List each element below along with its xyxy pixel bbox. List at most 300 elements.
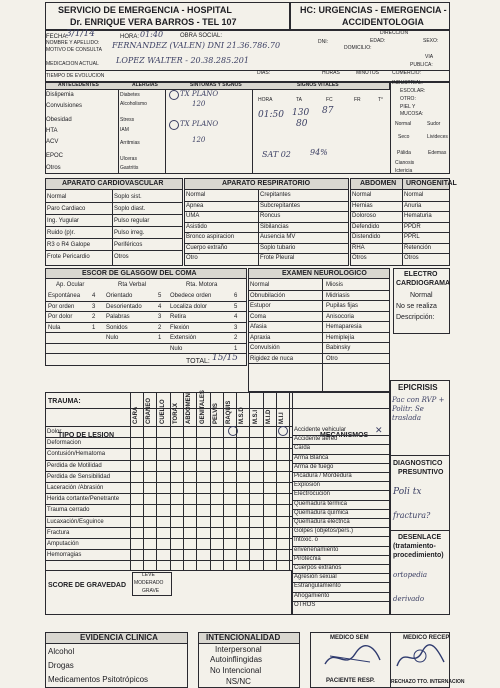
- neuro-title: EXAMEN NEUROLOGICO: [282, 270, 367, 277]
- row-divider: [45, 560, 292, 561]
- lesion-item: Laceración /Abrasión: [47, 485, 104, 491]
- paciente-resp-label: PACIENTE RESP.: [326, 678, 375, 684]
- row-divider: [184, 243, 349, 244]
- desenlace-title-3: procedimiento): [393, 552, 444, 559]
- region-divider: [143, 392, 144, 570]
- neuro-item: Hemaparesia: [326, 324, 362, 330]
- antecedente-item: HTA: [46, 128, 58, 134]
- abdomen-item: RHA: [352, 244, 365, 251]
- row-divider: [292, 518, 390, 519]
- region-divider: [236, 392, 237, 570]
- mecanismo-item: Explosión: [294, 482, 321, 489]
- glasgow-motora: Obedece orden: [170, 293, 212, 299]
- row-divider: [184, 232, 349, 233]
- handwritten-symptom: 120: [192, 136, 206, 144]
- cardio-item: Soplo diast.: [114, 206, 146, 212]
- antecedente-item: Stress: [120, 117, 135, 123]
- cardio-item: Periféricos: [114, 242, 143, 248]
- hora-label: HORA:: [120, 34, 140, 40]
- piel-normal: Normal: [395, 121, 412, 127]
- mecanismo-item: Quemadura química: [294, 509, 349, 516]
- row-divider: [248, 332, 390, 333]
- symptom-circle: [169, 120, 179, 130]
- region-divider: [170, 392, 171, 570]
- resp-item: Subcrepitantes: [260, 202, 301, 209]
- neuro-item: Hemiplejía: [326, 334, 355, 341]
- medicacion-label: MEDICACION ACTUAL: [46, 61, 99, 67]
- trauma-region-header: M.S.D: [239, 407, 246, 424]
- piel-edemas: Edemas: [428, 150, 447, 156]
- desenlace-2: derivado: [393, 595, 425, 603]
- alergias-header: ALERGIAS: [132, 82, 158, 88]
- mecanismo-item: Quemadura térmica: [294, 500, 348, 507]
- row-divider: [292, 582, 390, 583]
- urogenital-item: PPRL: [404, 234, 420, 240]
- abdomen-item: Defendido: [352, 223, 380, 230]
- intencionalidad-item: No Intencional: [210, 666, 262, 675]
- glasgow-verbal: Nulo: [106, 335, 119, 341]
- antecedente-item: Arritmias: [120, 140, 140, 146]
- piel-lividez: Livideces: [427, 134, 448, 140]
- row-divider: [248, 342, 390, 343]
- antecedente-item: ACV: [46, 139, 59, 145]
- row-divider: [45, 493, 292, 494]
- row-divider: [292, 592, 390, 593]
- diagnostico-2: fractura?: [393, 511, 431, 520]
- trauma-region-header: CRANEO: [146, 397, 153, 424]
- region-divider: [210, 392, 211, 570]
- obra-social-label: OBRA SOCIAL:: [180, 33, 223, 39]
- resp-item: Crepitantes: [260, 192, 291, 198]
- ecg-descripcion: Descripción:: [396, 314, 435, 321]
- vitals-fc: 87: [322, 106, 334, 116]
- trauma-region-header: PELVIS: [212, 403, 219, 424]
- resp-item: Soplo tubario: [260, 244, 296, 251]
- resp-title: APARATO RESPIRATORIO: [222, 180, 311, 187]
- row-divider: [248, 290, 390, 291]
- resp-item: Cuerpo extraño: [186, 244, 228, 251]
- antecedentes-header: ANTECEDENTES: [58, 82, 99, 88]
- glasgow-title: ESCOR DE GLASGOW DEL COMA: [82, 270, 197, 277]
- mecanismo-item: envenenamiento: [294, 546, 339, 553]
- glasgow-verbal: Palabras: [106, 314, 130, 320]
- row-divider: [292, 472, 390, 473]
- lesion-item: Dolor: [47, 429, 62, 435]
- hc-subtitle: ACCIDENTOLOGIA: [342, 17, 424, 27]
- abdomen-item: Doloroso: [352, 213, 377, 219]
- mecanismo-item: Golpes (objetos/pers.): [294, 528, 354, 535]
- piel-palida: Pálida: [397, 150, 411, 156]
- evidencia-item: Medicamentos Psitotrópicos: [48, 675, 149, 684]
- resp-item: Sibilancias: [260, 223, 289, 230]
- signature-sem: [320, 642, 385, 672]
- row-divider: [45, 527, 292, 528]
- lesion-item: Lucaxación/Esguince: [47, 518, 104, 525]
- glasgow-head: Rta. Motora: [186, 282, 218, 288]
- score-title: SCORE DE GRAVEDAD: [48, 582, 127, 589]
- dni-label: DNI:: [318, 39, 328, 45]
- row-divider: [292, 555, 390, 556]
- lesion-item: Perdida de Sensibilidad: [47, 473, 111, 480]
- vitals-col: TA: [296, 97, 303, 103]
- desenlace-1: ortopedia: [393, 571, 428, 579]
- cardio-item: Otros: [114, 254, 129, 260]
- row-divider: [45, 311, 247, 312]
- urogenital-item: PPDR: [404, 223, 421, 230]
- row-divider: [292, 490, 390, 491]
- region-divider: [156, 392, 157, 570]
- row-divider: [292, 527, 390, 528]
- row-divider: [350, 232, 450, 233]
- publica-label: PUBLICA:: [410, 62, 433, 68]
- glasgow-motora: Retira: [170, 314, 187, 320]
- cardio-item: Ing. Yugular: [47, 218, 79, 224]
- abdomen-item: Hernias: [352, 202, 373, 209]
- mecanismo-item: Electrocución: [294, 491, 331, 498]
- tipo-lesion-title: TIPO DE LESION: [58, 432, 115, 439]
- vitals-col: FC: [326, 97, 333, 103]
- row-divider: [350, 211, 450, 212]
- antecedente-item: IAM: [120, 127, 129, 133]
- glasgow-score: 4: [234, 314, 238, 320]
- glasgow-motora: Flexión: [170, 324, 190, 331]
- dias-label: DIAS:: [257, 70, 271, 76]
- urogenital-item: Hematuria: [404, 213, 432, 219]
- resp-item: Bronco aspiracion: [186, 234, 235, 240]
- row-divider: [45, 516, 292, 517]
- region-divider: [289, 392, 290, 570]
- vitals-ta: 130: [292, 108, 310, 118]
- row-divider: [292, 536, 390, 537]
- row-divider: [45, 343, 247, 344]
- antecedente-item: Dislipemia: [46, 92, 74, 98]
- neuro-item: Miosis: [326, 282, 344, 288]
- row-divider: [45, 504, 292, 505]
- fecha-value: 3/1/14: [66, 29, 95, 39]
- row-divider: [292, 601, 390, 602]
- trauma-title: TRAUMA:: [48, 398, 81, 405]
- row-divider: [248, 353, 390, 354]
- glasgow-score: 5: [234, 303, 238, 310]
- neuro-item: Rigidez de nuca: [250, 355, 294, 362]
- row-divider: [248, 363, 390, 364]
- medico-sem-label: MEDICO SEM: [330, 635, 369, 641]
- abdomen-item: Otros: [352, 255, 367, 261]
- mecanismo-item: Accidente aéreo: [294, 436, 338, 443]
- abdomen-item: Normal: [352, 192, 372, 198]
- antecedente-item: Ulceras: [120, 156, 137, 162]
- desenlace-title-2: (tratamiento-: [393, 543, 436, 550]
- glasgow-verbal: Orientado: [106, 293, 133, 299]
- lesion-item: Contusión/Hematoma: [47, 451, 106, 458]
- sintomas-header: SINTOMAS Y SIGNOS: [190, 82, 242, 88]
- row-divider: [45, 202, 183, 203]
- antecedente-item: Alcoholismo: [120, 101, 147, 107]
- ecg-normal: Normal: [410, 292, 433, 299]
- intencionalidad-item: Autoinflingidas: [210, 655, 263, 664]
- cardio-item: Normal: [47, 194, 67, 200]
- neuro-item: Pupilas fijas: [326, 303, 359, 309]
- row-divider: [184, 222, 349, 223]
- row-divider: [292, 500, 390, 501]
- cardio-title: APARATO CARDIOVASCULAR: [62, 180, 164, 187]
- abdomen-title: ABDOMEN: [360, 180, 397, 187]
- row-divider: [350, 201, 450, 202]
- row-divider: [350, 243, 450, 244]
- trauma-region-header: M.S.I: [252, 409, 259, 424]
- resp-item: Roncus: [260, 213, 281, 219]
- cardio-item: Paro Cardiaco: [47, 206, 86, 212]
- mecanismo-item: Agresión sexual: [294, 574, 337, 581]
- row-divider: [45, 471, 292, 472]
- rechazo-label: RECHAZO TTO. INTERNACION: [391, 679, 465, 685]
- neuro-item: Estupor: [250, 303, 271, 309]
- glasgow-motora: Extensión: [170, 335, 197, 341]
- piel-icteria: Ictericia: [395, 168, 413, 174]
- row-divider: [292, 546, 390, 547]
- lesion-item: Fractura: [47, 529, 70, 536]
- glasgow-score: 1: [92, 324, 96, 331]
- edad-label: EDAD:: [370, 38, 386, 44]
- comercio-label: COMERCIO:: [392, 70, 421, 76]
- urogenital-item: Otros: [404, 255, 419, 261]
- glasgow-score: 4: [158, 303, 162, 310]
- otro-label: OTRO:: [400, 96, 416, 102]
- intencionalidad-item: NS/NC: [226, 677, 251, 686]
- resp-item: Apnea: [186, 202, 204, 209]
- trauma-region-header: GENITALES: [199, 390, 206, 424]
- row-divider: [184, 211, 349, 212]
- row-divider: [292, 444, 390, 445]
- antecedente-item: Diabetes: [120, 92, 140, 98]
- row-divider: [45, 322, 247, 323]
- resp-item: Frote Pleural: [260, 255, 295, 261]
- row-divider: [184, 201, 349, 202]
- neuro-item: Afasia: [250, 324, 267, 330]
- row-divider: [45, 250, 183, 251]
- glasgow-head: Rta Verbal: [118, 282, 147, 288]
- hc-title: HC: URGENCIAS - EMERGENCIA -: [300, 5, 447, 15]
- desenlace-title: DESENLACE: [398, 534, 442, 541]
- glasgow-ocular: Espontánea: [48, 293, 81, 299]
- hospital-title: SERVICIO DE EMERGENCIA - HOSPITAL: [58, 5, 232, 15]
- score-level: LEVE: [142, 572, 155, 578]
- via-label: VIA: [425, 54, 434, 60]
- epicrisis-text: Pac con RVP + Politr. Se traslada: [392, 396, 445, 423]
- piel-label: PIEL Y: [400, 104, 416, 110]
- glasgow-verbal: Desorientado: [106, 303, 142, 310]
- urogenital-item: Normal: [404, 192, 424, 198]
- region-divider: [223, 392, 224, 570]
- row-divider: [292, 463, 390, 464]
- glasgow-total: 15/15: [212, 353, 238, 363]
- antecedente-item: Obesidad: [46, 117, 72, 123]
- neuro-item: Babinsky: [326, 345, 351, 351]
- region-divider: [196, 392, 197, 570]
- glasgow-score: 6: [234, 293, 238, 299]
- row-divider: [45, 301, 247, 302]
- cardio-item: Pulso regular: [114, 218, 150, 224]
- row-divider: [45, 214, 183, 215]
- signature-recep: [394, 642, 448, 672]
- nombre-label: NOMBRE Y APELLIDO:: [46, 40, 100, 46]
- cardio-item: Pulso irreg.: [114, 230, 145, 236]
- lesion-item: Perdida de Motilidad: [47, 462, 102, 469]
- intencionalidad-title: INTENCIONALIDAD: [206, 633, 281, 642]
- mecanismo-item: Intóxic. o: [294, 537, 319, 544]
- direccion-label: DIRECCION: [380, 30, 409, 36]
- horas-label: HORAS: [322, 70, 340, 76]
- mecanismo-item: Picadura / Mordedura: [294, 473, 352, 479]
- score-level: MODERADO: [134, 580, 164, 586]
- hora-value: 01:40: [140, 30, 164, 39]
- row-divider: [292, 564, 390, 565]
- row-divider: [45, 238, 183, 239]
- trauma-region-header: RAQUIS: [226, 400, 233, 424]
- evidencia-item: Alcohol: [48, 647, 75, 656]
- cardio-item: Frote Pericardio: [47, 254, 90, 260]
- row-divider: [184, 253, 349, 254]
- antecedente-item: Convulsiones: [46, 103, 83, 109]
- antecedente-item: EPOC: [46, 153, 64, 159]
- row-divider: [45, 482, 292, 483]
- mecanismos-title: MECANISMOS: [320, 432, 369, 439]
- lesion-item: Hemorragias: [47, 552, 82, 559]
- resp-item: Asistido: [186, 223, 208, 230]
- row-divider: [45, 460, 292, 461]
- trauma-region-header: M.I.D: [266, 409, 272, 424]
- signos-vitales-header: SIGNOS VITALES: [297, 82, 339, 88]
- vitals-col: T°: [378, 97, 384, 103]
- epicrisis-title: EPICRISIS: [398, 383, 438, 392]
- piel-seco: Seco: [398, 134, 410, 140]
- score-level: GRAVE: [142, 588, 160, 594]
- glasgow-score: 1: [158, 335, 162, 341]
- resp-item: UMA: [186, 213, 200, 219]
- glasgow-ocular: Nula: [48, 324, 61, 331]
- hospital-subtitle: Dr. ENRIQUE VERA BARROS - TEL 107: [70, 17, 237, 27]
- row-divider: [292, 509, 390, 510]
- diagnostico-1: Poli tx: [393, 487, 422, 497]
- neuro-item: Coma: [250, 313, 267, 320]
- vitals-col: HORA: [258, 97, 273, 103]
- glasgow-verbal: Sonidos: [106, 324, 128, 331]
- glasgow-score: 2: [92, 314, 96, 320]
- mecanismo-item: Estrangulamiento: [294, 583, 341, 590]
- row-divider: [292, 573, 390, 574]
- row-divider: [45, 549, 292, 550]
- handwritten-symptom: TX PLANO: [180, 120, 219, 128]
- glasgow-score: 1: [234, 345, 238, 352]
- sat-value: 94%: [310, 148, 328, 157]
- mecanismo-item: Cuerpos extraños: [294, 565, 342, 571]
- glasgow-score: 4: [92, 293, 96, 299]
- region-divider: [183, 392, 184, 570]
- glasgow-score: 3: [92, 303, 96, 310]
- glasgow-ocular: Por dolor: [48, 314, 73, 320]
- resp-item: Otro: [186, 255, 198, 261]
- neuro-item: Midriasis: [326, 292, 350, 299]
- row-divider: [248, 321, 390, 322]
- antecedente-item: Otros: [46, 165, 61, 171]
- motivo-value: FERNANDEZ (VALEN) DNI 21.36.786.70: [112, 41, 281, 50]
- abdomen-item: Distendido: [352, 234, 381, 240]
- lesion-item: Amputación: [47, 541, 79, 547]
- row-divider: [350, 222, 450, 223]
- mecanismo-item: Ahogamiento: [294, 592, 330, 599]
- neuro-item: Obnubilación: [250, 292, 286, 299]
- trauma-region-header: TORAX: [172, 403, 179, 424]
- mecanismo-item: Arma de fuego: [294, 463, 334, 470]
- glasgow-score: 2: [234, 335, 238, 341]
- neuro-item: Apraxia: [250, 334, 271, 341]
- region-divider: [276, 392, 277, 570]
- urogenital-title: URONGENITAL: [406, 180, 457, 187]
- piel-cianosis: Cianosis: [395, 160, 415, 166]
- mucosa-label: MUCOSA:: [400, 111, 424, 117]
- neuro-item: Otro: [326, 355, 338, 362]
- mecanismo-item: Accidente vehicular: [294, 427, 347, 433]
- row-divider: [292, 435, 390, 436]
- glasgow-head: Ap. Ocular: [56, 282, 85, 288]
- lesion-item: Herida cortante/Penetrante: [47, 496, 120, 503]
- handwritten-symptom: TX PLANO: [180, 90, 219, 98]
- cardio-item: Ruido (p)r.: [47, 230, 76, 236]
- lesion-item: Deformacion: [47, 440, 82, 447]
- trauma-region-header: CUELLO: [159, 399, 166, 424]
- motivo-label: MOTIVO DE CONSULTA: [46, 47, 102, 53]
- row-divider: [292, 454, 390, 455]
- glasgow-score: 5: [158, 293, 162, 299]
- escolar-label: ESCOLAR:: [400, 88, 426, 94]
- lesion-item: Trauma cerrado: [47, 507, 90, 514]
- minutos-label: MINUTOS: [356, 70, 379, 76]
- glasgow-total-label: TOTAL:: [186, 358, 210, 365]
- resp-item: Ausencia MV: [260, 234, 296, 240]
- intencionalidad-item: Interpersonal: [215, 645, 262, 654]
- trauma-region-header: CARA: [133, 406, 139, 424]
- mecanismo-item: Arma Blanca: [294, 454, 329, 461]
- trauma-region-header: ABDOMEN: [186, 393, 193, 424]
- trauma-region-header: M.I.I: [279, 412, 286, 424]
- row-divider: [350, 253, 450, 254]
- glasgow-score: 3: [158, 314, 162, 320]
- ecg-title: ELECTRO: [404, 271, 438, 278]
- row-divider: [45, 538, 292, 539]
- cardio-item: Soplo sist.: [114, 194, 142, 200]
- glasgow-motora: Localiza dolor: [170, 303, 208, 310]
- diagnostico-title-2: PRESUNTIVO: [398, 469, 444, 476]
- evidencia-title: EVIDENCIA CLINICA: [80, 633, 158, 642]
- mecanismo-item: Quemadura eléctrica: [294, 519, 350, 525]
- row-divider: [45, 437, 292, 438]
- cardio-item: R3 o R4 Galope: [47, 242, 91, 248]
- glasgow-score: 2: [158, 324, 162, 331]
- region-divider: [249, 392, 250, 570]
- row-divider: [45, 448, 292, 449]
- row-divider: [248, 300, 390, 301]
- urogenital-item: Retención: [404, 244, 432, 251]
- glasgow-ocular: Por orden: [48, 303, 75, 310]
- mecanismo-item: Caída: [294, 445, 311, 452]
- vitals-ta2: 80: [296, 119, 308, 129]
- row-divider: [45, 332, 247, 333]
- diagnostico-title: DIAGNOSTICO: [393, 460, 443, 467]
- lesion-circle: [278, 426, 288, 436]
- domicilio-label: DOMICILIO:: [344, 45, 372, 51]
- vitals-hora: 01:50: [258, 110, 284, 120]
- glasgow-score: 3: [234, 324, 238, 331]
